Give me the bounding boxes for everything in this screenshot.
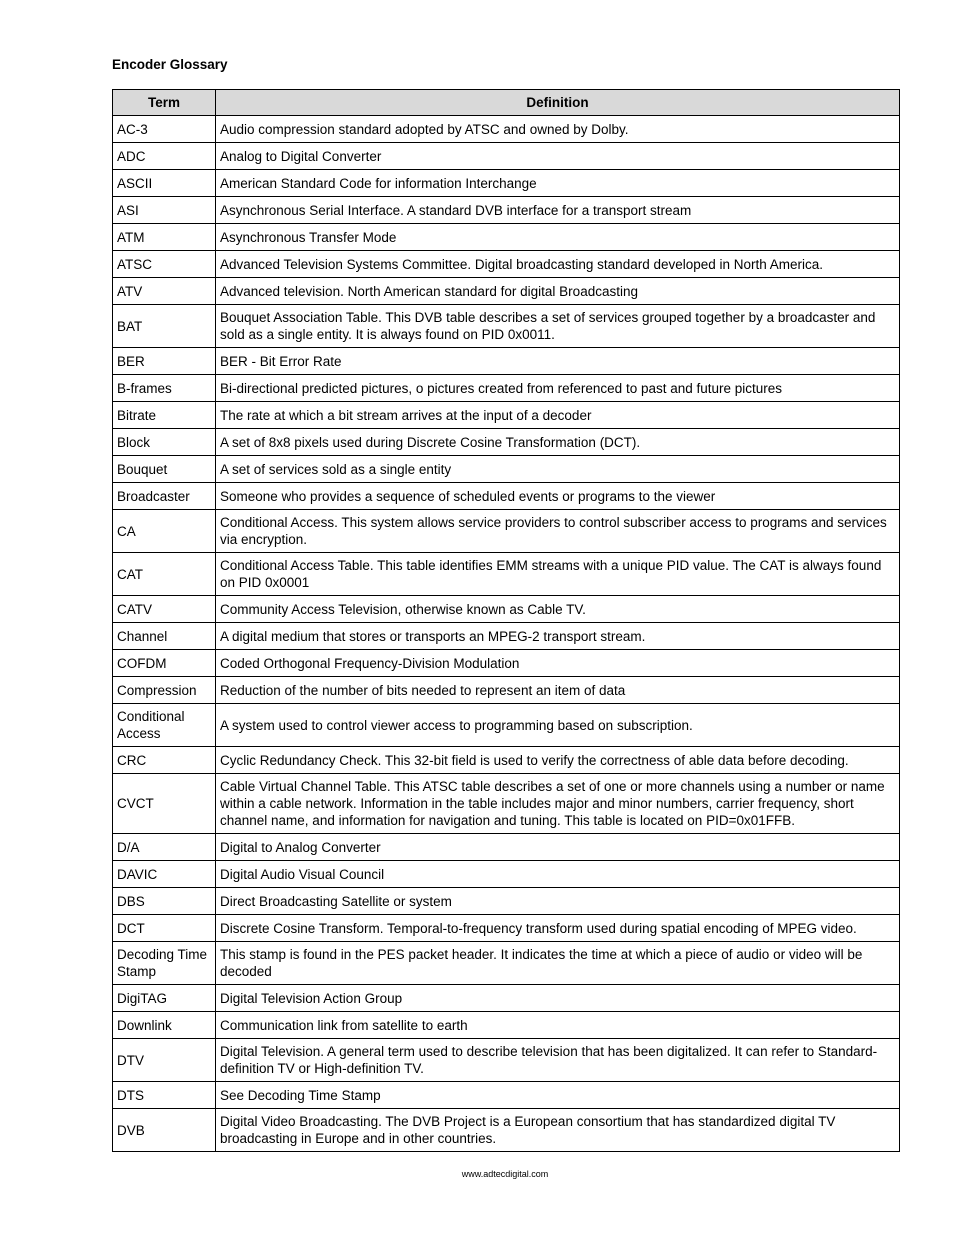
definition-cell: Advanced television. North American standard for digital Broadcasting <box>216 278 900 305</box>
table-row <box>113 985 900 1012</box>
term-cell: Downlink <box>113 1012 216 1039</box>
definition-cell: Conditional Access. This system allows service providers to control subscriber access to programs and services via encryption. <box>216 510 900 553</box>
term-cell: AC-3 <box>113 116 216 143</box>
term-cell: ADC <box>113 143 216 170</box>
table-row <box>113 1039 900 1082</box>
term-cell: BAT <box>113 305 216 348</box>
definition-cell: Asynchronous Serial Interface. A standard DVB interface for a transport stream <box>216 197 900 224</box>
definition-cell: Discrete Cosine Transform. Temporal-to-frequency transform used during spatial encoding of MPEG video. <box>216 915 900 942</box>
term-cell: Conditional Access <box>113 704 216 747</box>
term-cell: DTS <box>113 1082 216 1109</box>
term-cell: CVCT <box>113 774 216 834</box>
term-cell: DTV <box>113 1039 216 1082</box>
term-cell: DigiTAG <box>113 985 216 1012</box>
table-row <box>113 348 900 375</box>
definition-cell: A set of services sold as a single entity <box>216 456 900 483</box>
table-row <box>113 143 900 170</box>
table-row <box>113 1012 900 1039</box>
definition-cell: Bouquet Association Table. This DVB table describes a set of services grouped together by a broadcaster and sold as a single entity. It is always found on PID 0x0011. <box>216 305 900 348</box>
page-title: Encoder Glossary <box>112 57 228 72</box>
definition-cell: Community Access Television, otherwise known as Cable TV. <box>216 596 900 623</box>
definition-cell: This stamp is found in the PES packet header. It indicates the time at which a piece of audio or video will be decoded <box>216 942 900 985</box>
definition-cell: Someone who provides a sequence of scheduled events or programs to the viewer <box>216 483 900 510</box>
term-cell: Compression <box>113 677 216 704</box>
term-cell: Broadcaster <box>113 483 216 510</box>
table-header-row <box>113 90 900 116</box>
table-row <box>113 375 900 402</box>
definition-cell: See Decoding Time Stamp <box>216 1082 900 1109</box>
definition-cell: Advanced Television Systems Committee. Digital broadcasting standard developed in North America. <box>216 251 900 278</box>
glossary-body <box>113 116 900 1152</box>
term-cell: DVB <box>113 1109 216 1152</box>
table-row <box>113 704 900 747</box>
table-row <box>113 596 900 623</box>
term-cell: Bitrate <box>113 402 216 429</box>
table-row <box>113 170 900 197</box>
table-row <box>113 623 900 650</box>
table-row <box>113 510 900 553</box>
term-cell: B-frames <box>113 375 216 402</box>
definition-cell: Cable Virtual Channel Table. This ATSC table describes a set of one or more channels using a number or name within a cable network. Information in the table includes major and minor numbers, carrier frequency, short channel name, and information for navigation and tuning. This table is located on PID=0x01FFB. <box>216 774 900 834</box>
term-cell: COFDM <box>113 650 216 677</box>
table-row <box>113 861 900 888</box>
definition-cell: Asynchronous Transfer Mode <box>216 224 900 251</box>
definition-cell: Direct Broadcasting Satellite or system <box>216 888 900 915</box>
definition-cell: Digital to Analog Converter <box>216 834 900 861</box>
term-cell: BER <box>113 348 216 375</box>
definition-cell: American Standard Code for information Interchange <box>216 170 900 197</box>
term-cell: ASI <box>113 197 216 224</box>
definition-cell: Digital Television. A general term used to describe television that has been digitalized. It can refer to Standard-definition TV or High-definition TV. <box>216 1039 900 1082</box>
table-row <box>113 116 900 143</box>
table-row <box>113 650 900 677</box>
table-row <box>113 305 900 348</box>
definition-cell: Analog to Digital Converter <box>216 143 900 170</box>
table-row <box>113 402 900 429</box>
term-cell: Decoding Time Stamp <box>113 942 216 985</box>
definition-cell: Cyclic Redundancy Check. This 32-bit field is used to verify the correctness of able data before decoding. <box>216 747 900 774</box>
definition-cell: A system used to control viewer access to programming based on subscription. <box>216 704 900 747</box>
definition-cell: Digital Television Action Group <box>216 985 900 1012</box>
definition-cell: Conditional Access Table. This table identifies EMM streams with a unique PID value. The CAT is always found on PID 0x0001 <box>216 553 900 596</box>
table-row <box>113 553 900 596</box>
term-cell: Channel <box>113 623 216 650</box>
term-cell: DBS <box>113 888 216 915</box>
definition-cell: BER - Bit Error Rate <box>216 348 900 375</box>
table-row <box>113 747 900 774</box>
term-cell: DAVIC <box>113 861 216 888</box>
term-cell: ATSC <box>113 251 216 278</box>
term-cell: ASCII <box>113 170 216 197</box>
term-cell: ATV <box>113 278 216 305</box>
term-cell: Bouquet <box>113 456 216 483</box>
table-row <box>113 429 900 456</box>
column-header-term: Term <box>113 90 216 116</box>
term-cell: ATM <box>113 224 216 251</box>
definition-cell: A set of 8x8 pixels used during Discrete Cosine Transformation (DCT). <box>216 429 900 456</box>
term-cell: CATV <box>113 596 216 623</box>
definition-cell: Digital Video Broadcasting. The DVB Project is a European consortium that has standardized digital TV broadcasting in Europe and in other countries. <box>216 1109 900 1152</box>
glossary-table <box>112 89 900 1152</box>
table-row <box>113 942 900 985</box>
table-row <box>113 197 900 224</box>
definition-cell: Reduction of the number of bits needed to represent an item of data <box>216 677 900 704</box>
term-cell: DCT <box>113 915 216 942</box>
definition-cell: A digital medium that stores or transports an MPEG-2 transport stream. <box>216 623 900 650</box>
table-row <box>113 1082 900 1109</box>
definition-cell: Audio compression standard adopted by ATSC and owned by Dolby. <box>216 116 900 143</box>
table-row <box>113 677 900 704</box>
term-cell: CAT <box>113 553 216 596</box>
table-row <box>113 224 900 251</box>
definition-cell: Digital Audio Visual Council <box>216 861 900 888</box>
table-row <box>113 251 900 278</box>
term-cell: D/A <box>113 834 216 861</box>
column-header-definition: Definition <box>216 90 900 116</box>
table-row <box>113 278 900 305</box>
definition-cell: Coded Orthogonal Frequency-Division Modulation <box>216 650 900 677</box>
table-row <box>113 888 900 915</box>
table-row <box>113 834 900 861</box>
table-row <box>113 915 900 942</box>
table-row <box>113 456 900 483</box>
term-cell: CRC <box>113 747 216 774</box>
term-cell: Block <box>113 429 216 456</box>
definition-cell: Bi-directional predicted pictures, o pictures created from referenced to past and future pictures <box>216 375 900 402</box>
table-row <box>113 483 900 510</box>
definition-cell: The rate at which a bit stream arrives at the input of a decoder <box>216 402 900 429</box>
table-row <box>113 774 900 834</box>
table-row <box>113 1109 900 1152</box>
definition-cell: Communication link from satellite to earth <box>216 1012 900 1039</box>
term-cell: CA <box>113 510 216 553</box>
footer-url: www.adtecdigital.com <box>461 1169 549 1179</box>
